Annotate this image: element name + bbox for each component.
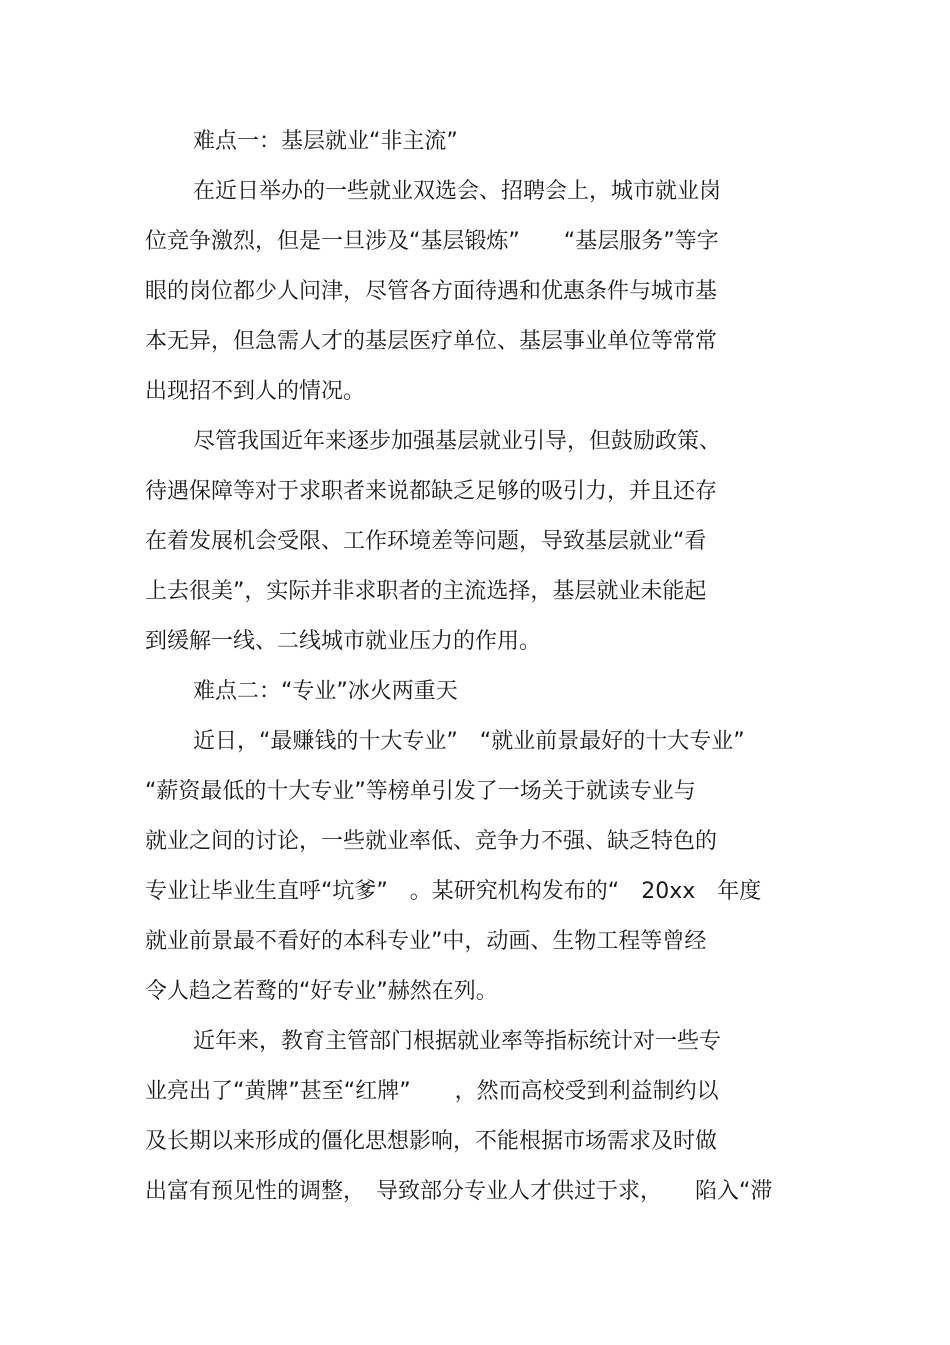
paragraph-line: 就业前景最不看好的本科专业”中，动画、生物工程等曾经 [145, 929, 707, 954]
paragraph-line: 出现招不到人的情况。 [145, 379, 366, 404]
paragraph-line: “薪资最低的十大专业”等榜单引发了一场关于就读专业与 [145, 779, 696, 804]
heading-difficulty-one: 难点一：基层就业“非主流” [193, 129, 458, 154]
paragraph-line: 近日，“最赚钱的十大专业” “就业前景最好的十大专业” [193, 729, 745, 754]
paragraph-line: 在着发展机会受限、工作环境差等问题，导致基层就业“看 [145, 529, 707, 554]
paragraph-line: 近年来，教育主管部门根据就业率等指标统计对一些专 [193, 1029, 722, 1054]
heading-difficulty-two: 难点二：“专业”冰火两重天 [193, 679, 458, 704]
paragraph-line: 到缓解一线、二线城市就业压力的作用。 [145, 629, 542, 654]
paragraph-line: 业亮出了“黄牌”甚至“红牌” ，然而高校受到利益制约以 [145, 1079, 719, 1104]
paragraph-line: 尽管我国近年来逐步加强基层就业引导，但鼓励政策、 [193, 429, 722, 454]
paragraph-line: 位竞争激烈，但是一旦涉及“基层锻炼” “基层服务”等字 [145, 229, 719, 254]
paragraph-line: 眼的岗位都少人问津，尽管各方面待遇和优惠条件与城市基 [145, 279, 718, 304]
paragraph-line: 及长期以来形成的僵化思想影响，不能根据市场需求及时做 [145, 1129, 718, 1154]
paragraph-line: 就业之间的讨论，一些就业率低、竞争力不强、缺乏特色的 [145, 829, 718, 854]
paragraph-line: 上去很美”，实际并非求职者的主流选择，基层就业未能起 [145, 579, 707, 604]
paragraph-line: 出富有预见性的调整， 导致部分专业人才供过于求， 陷入“滞 [145, 1179, 773, 1204]
paragraph-line: 本无异，但急需人才的基层医疗单位、基层事业单位等常常 [145, 329, 718, 354]
paragraph-line: 专业让毕业生直呼“坑爹” 。某研究机构发布的“ 20xx 年度 [145, 879, 762, 904]
paragraph-line: 待遇保障等对于求职者来说都缺乏足够的吸引力，并且还存 [145, 479, 718, 504]
paragraph-line: 在近日举办的一些就业双选会、招聘会上，城市就业岗 [193, 179, 722, 204]
paragraph-line: 令人趋之若鹜的“好专业”赫然在列。 [145, 979, 498, 1004]
